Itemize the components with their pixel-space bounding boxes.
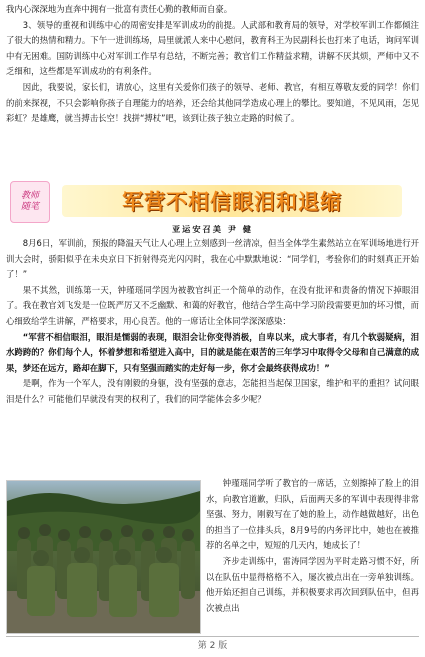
byline: 亚运安召美 尹 健 <box>171 224 253 234</box>
article-paragraph-4: 是啊，作为一个军人，没有刚毅的身躯，没有坚强的意志，怎能担当起保卫国家，维护和平的重担？试问眼泪是什么？可能他们早就没有哭的权利了，我们的同学能体会多少呢？ <box>6 378 419 404</box>
lower-text-column <box>206 476 419 616</box>
top-paragraph-1: 我内心深深地为直奔中拥有一批富有责任心勤的教师而自豪。 <box>6 4 233 14</box>
footer-divider <box>6 636 419 637</box>
page-footer <box>0 638 425 651</box>
training-photo-illustration <box>7 481 200 633</box>
top-text-block <box>6 2 419 127</box>
headline-title: 军营不相信眼泪和退缩 <box>122 189 342 214</box>
column-badge-text: 教师 随笔 <box>20 191 39 212</box>
page-number: 第 2 版 <box>197 641 228 651</box>
column-badge <box>10 181 50 223</box>
lower-paragraph-2: 齐步走训练中，雷涛同学因为平时走路习惯不好，所以在队伍中显得格格不入，屡次被点出在一旁单独训练。他开始还担自己训练，并积极要求再次回到队伍中，但再次被点出 <box>206 555 419 613</box>
lower-paragraph-1: 钟瑾瑶同学听了教官的一席话，立刻擦掉了脸上的泪水，向教官道歉，归队，后面两天多的军训中表现得非常坚强、努力，刚毅写在了她的脸上，动作越做越好，出色的担当了一位排头兵，8月9号的内务评比中，她也在被推荐的名单之中，短短的几天内，她成长了！ <box>206 478 419 551</box>
article-quote: “军营不相信眼泪，眼泪是懦弱的表现，眼泪会让你变得消极，自卑以来，成大事者，有几个软弱疑病，泪水跨跨的？你们每个人，怀着梦想和希望进入高中，目的就是能在艰苦的三年学习中取得令父母和自己满意的成果，梦还在远方，路却在脚下，只有坚强而踏实的走好每一步，你才会最终获得成功！” <box>6 331 419 373</box>
article-paragraph-2: 果不其然，训练第一天，钟瑾瑶同学因为被教官纠正一个简单的动作，在没有批评和责备的情况下掉眼泪了。我在教官刘飞发是一位既严厉又不乏幽默、和蔼的好教官，他结合学生高中学习阶段需要更加的坏习惯，而心细致给学生讲解，严格要求，用心良苦。他的一席话让全体同学深深感染： <box>6 284 419 326</box>
military-training-photo <box>6 480 201 634</box>
headline-banner <box>62 185 402 217</box>
top-paragraph-2: 3、领导的重视和训练中心的周密安排是军训成功的前提。人武部和教育局的领导，对学校军训工作都倾注了很大的热情和精力。下午一进训练场，局里就派人来中心慰问，教育科王为民副科长也打来了电话，询问军训中有无困难。国防训练中心对军训工作早有总结，不断完善；教官们工作精益求精，讲解不厌其烦，严师中又不乏细和，这些都是军训成功的有利条件。 <box>6 19 419 77</box>
article-paragraph-1: 8月6日，军训前，预报的降温天气让人心理上立刻感到一丝清凉，但当全体学生素然站立在军训场地进行开训大会时，骄阳似乎在未央京日下折射得亮光闪闪时，我在心中默默地说：“同学们，考验你们的时刻真正开始了！” <box>6 238 419 280</box>
top-paragraph-3: 因此，我要说，家长们，请放心，这里有关爱你们孩子的领导、老师、教官，有相互尊敬友爱的同学！你们的前来探视，不只会影响你孩子自理能力的培养，还会给其他同学造成心理上的攀比。要知道，不见风雨，怎见彩虹？是雄鹰，就当搏击长空！找拼“搏杖”吧，该到让孩子独立走路的时候了。 <box>6 81 419 124</box>
article-body <box>6 236 419 408</box>
